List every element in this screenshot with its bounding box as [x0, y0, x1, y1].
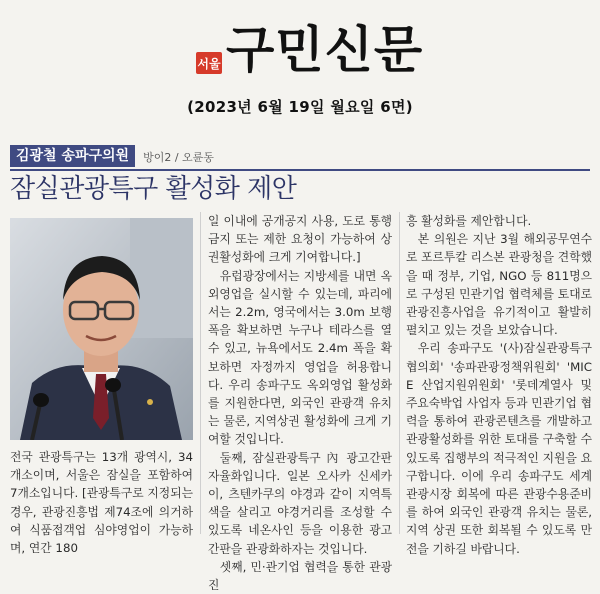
article-column-3	[406, 212, 592, 558]
byline	[10, 143, 214, 167]
seoul-badge: 서울	[196, 52, 222, 74]
article-column-2	[208, 212, 392, 594]
headline: 잠실관광특구 활성화 제안	[10, 174, 297, 204]
column-divider	[399, 212, 400, 534]
paragraph: 흥 활성화를 제안합니다.	[406, 214, 532, 228]
masthead	[0, 0, 600, 85]
paragraph: 일 이내에 공개공지 사용, 도로 통행금지 또는 제한 요청이 가능하여 상권활성화에 크게 기여합니다.]	[208, 214, 392, 265]
author-photo	[10, 218, 193, 440]
author-district: 방이2 / 오륜동	[143, 151, 214, 164]
paragraph: 전국 관광특구는 13개 광역시, 34개소이며, 서울은 잠실을 포함하여 7개소입니다. [관광특구로 지정되는 경우, 관광진흥법 제74조에 의거하여 식품접객업 심야영업이 가능하며, 연간 180	[10, 450, 193, 556]
paragraph: 셋째, 민·관기업 협력을 통한 관광진	[208, 559, 392, 593]
paragraph: 둘째, 잠실관광특구 內 광고간판 자율화입니다. 일본 오사카 신세카이, 츠텐카쿠의 야경과 같이 지역특색을 살리고 야경거리를 조성할 수 있도록 네온사인 등을 이용한 광고간판을 관광화하자는 것입니다.	[208, 450, 392, 556]
paragraph: 우리 송파구도 '(사)잠실관광특구협의회' '송파관광정책위원회' 'MICE 산업지원위원회' '롯데계열사 및 주요숙박업 사업자 등과 민관기업 협력을 통하여 관광콘텐츠를 개발하고 관광활성화를 위한 토대를 구축할 수 있도록 집행부의 적극적인 지원을 요구합니다. 이에 우리 송파구도 세계관광시장 회복에 따른 관광수용준비를 하여 외국인 관광객 유치는 물론, 지역 상권 또한 회복될 수 있도록 만전을 기하길 바랍니다.	[406, 341, 592, 556]
column-divider	[200, 212, 201, 534]
portrait-illustration	[10, 218, 193, 440]
headline-rule	[10, 169, 590, 171]
newspaper-logo: 구민신문	[226, 20, 424, 79]
author-name: 김광철 송파구의원	[10, 145, 135, 167]
article-column-1	[10, 448, 193, 557]
publication-date: (2023년 6월 19일 월요일 6면)	[187, 98, 413, 116]
paragraph: 본 의원은 지난 3월 해외공무연수로 포르투칼 리스본 관광청을 견학했을 때 정부, 기업, NGO 등 811명으로 구성된 민관기업 협력체를 토대로 관광진흥사업을 유기적이고 활발히 펼치고 있는 것을 보았습니다.	[406, 232, 592, 338]
paragraph: 유럽광장에서는 지방세를 내면 옥외영업을 실시할 수 있는데, 파리에서는 2.2m, 영국에서는 3.0m 보행폭을 확보하면 누구나 테라스를 열 수 있고, 뉴욕에서도 2.4m 폭을 확보하면 자정까지 영업을 허용합니다. 우리 송파구도 옥외영업 활성화를 지원한다면, 외국인 관광객 유치는 물론, 지역상권 활성화에 크게 기여할 것입니다.	[208, 268, 392, 447]
